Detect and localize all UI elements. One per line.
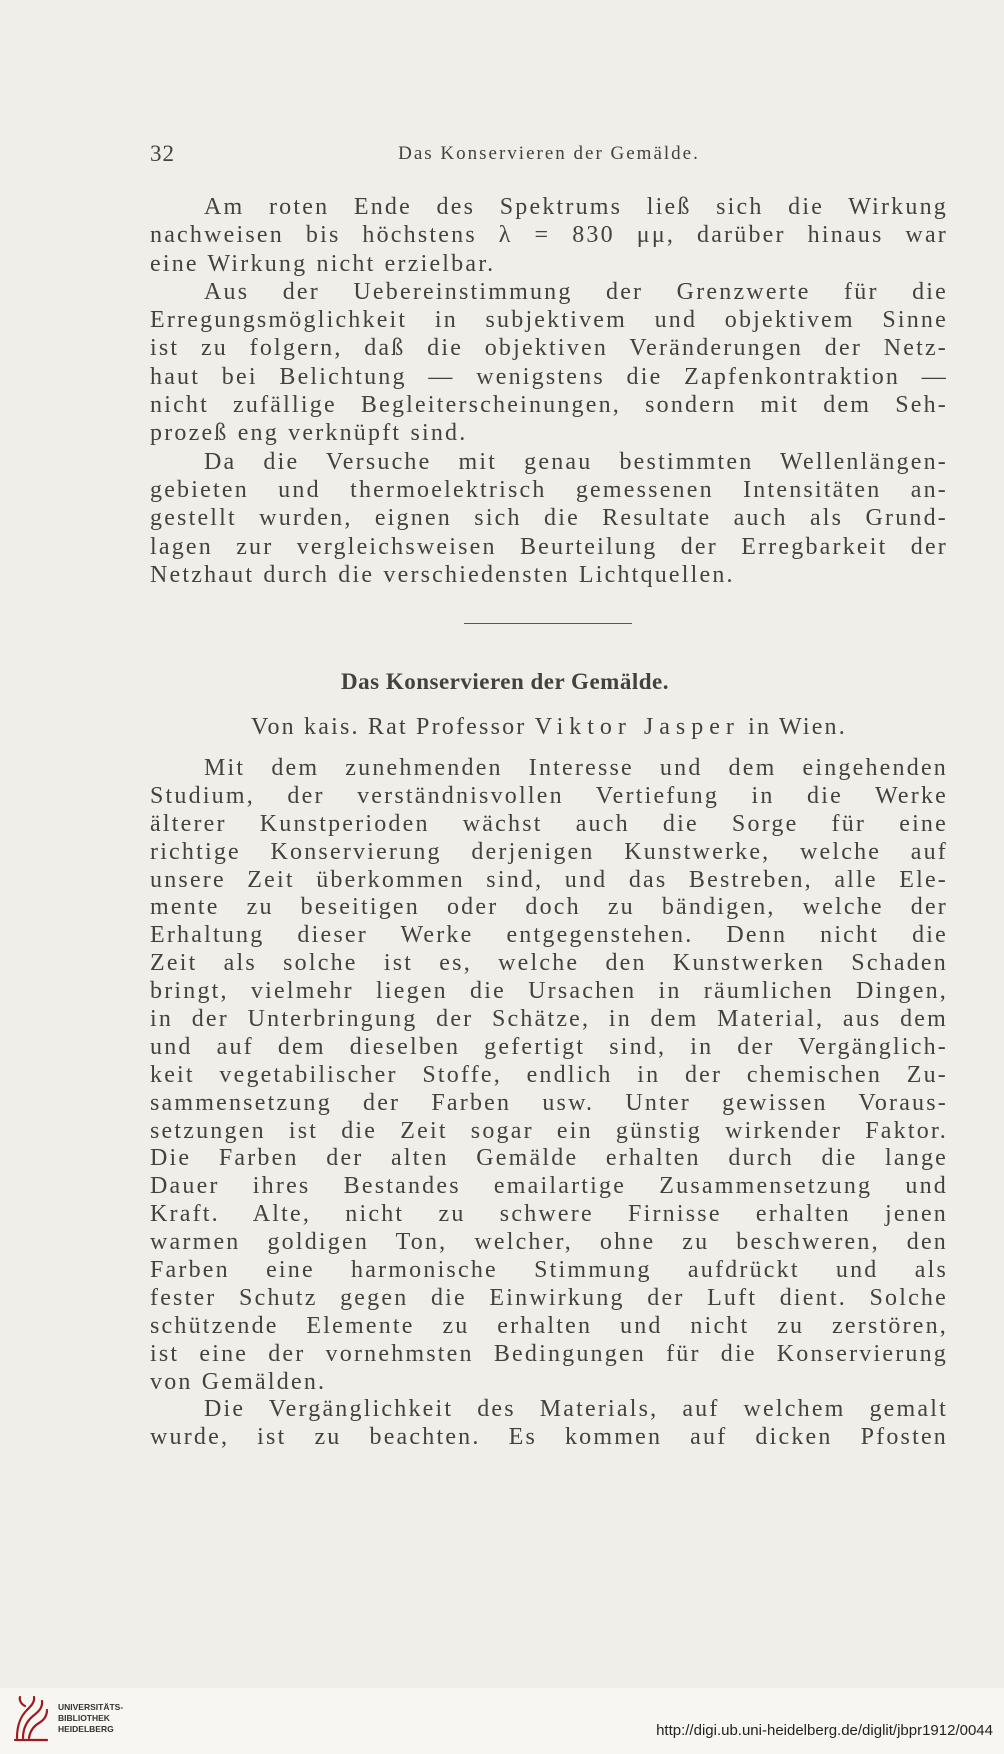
text-line: Erhaltung dieser Werke entgegenstehen. Denn nicht die xyxy=(150,922,948,949)
text-line: schützende Elemente zu erhalten und nicht zu zerstören, xyxy=(150,1312,948,1339)
text-line: Kraft. Alte, nicht zu schwere Firnisse erhalten jenen xyxy=(150,1201,948,1228)
source-url: http://digi.ub.uni-heidelberg.de/diglit/jbpr1912/0044 xyxy=(656,1722,993,1739)
section-divider xyxy=(464,623,632,624)
page-number: 32 xyxy=(150,141,175,166)
paragraph xyxy=(150,1396,948,1452)
text-line: setzungen ist die Zeit sogar ein günstig wirkender Faktor. xyxy=(150,1117,948,1144)
library-logo-icon xyxy=(11,1694,51,1744)
text-line: Netzhaut durch die verschiedensten Lichtquellen. xyxy=(150,561,735,588)
text-line: Die Farben der alten Gemälde erhalten durch die lange xyxy=(150,1145,948,1172)
byline-prefix: Von kais. Rat Professor xyxy=(251,714,527,740)
text-line: fester Schutz gegen die Einwirkung der Luft dient. Solche xyxy=(150,1284,948,1311)
text-line: ist eine der vornehmsten Bedingungen für die Konservierung xyxy=(150,1340,948,1367)
text-line: Erregungsmöglichkeit in subjektivem und objektivem Sinne xyxy=(150,307,948,334)
footer xyxy=(0,1688,1004,1754)
running-head xyxy=(150,140,948,168)
text-line: eine Wirkung nicht erzielbar. xyxy=(150,250,496,277)
library-logo-text xyxy=(58,1702,123,1735)
text-line: keit vegetabilischer Stoffe, endlich in der chemischen Zu- xyxy=(150,1061,948,1088)
text-line: haut bei Belichtung — wenigstens die Zapfenkontraktion — xyxy=(150,363,948,390)
text-line: unsere Zeit überkommen sind, und das Bestreben, alle Ele- xyxy=(150,866,948,893)
text-line: Zeit als solche ist es, welche den Kunstwerken Schaden xyxy=(150,950,948,977)
text-line: Aus der Uebereinstimmung der Grenzwerte für die xyxy=(204,278,948,305)
text-line: in der Unterbringung der Schätze, in dem Material, aus dem xyxy=(150,1006,948,1033)
logo-text-line: UNIVERSITÄTS- xyxy=(58,1702,124,1712)
article-byline xyxy=(150,713,948,741)
byline-author: Viktor Jasper xyxy=(534,714,740,740)
text-line: gestellt wurden, eignen sich die Resultate auch als Grund- xyxy=(150,505,948,532)
running-title: Das Konservieren der Gemälde. xyxy=(398,143,700,164)
paragraph xyxy=(150,755,948,1396)
text-line: ist zu folgern, daß die objektiven Veränderungen der Netz- xyxy=(150,335,948,362)
text-line: Dauer ihres Bestandes emailartige Zusammensetzung und xyxy=(150,1173,948,1200)
text-line: wurde, ist zu beachten. Es kommen auf dicken Pfosten xyxy=(150,1424,948,1451)
text-line: und auf dem dieselben gefertigt sind, in der Vergänglich- xyxy=(150,1033,948,1060)
text-line: Die Vergänglichkeit des Materials, auf welchem gemalt xyxy=(204,1396,948,1423)
paragraph xyxy=(150,448,948,589)
logo-text-line: HEIDELBERG xyxy=(58,1724,114,1734)
text-line: von Gemälden. xyxy=(150,1368,327,1395)
text-line: bringt, vielmehr liegen die Ursachen in räumlichen Dingen, xyxy=(150,978,948,1005)
byline-suffix: in Wien. xyxy=(748,714,847,740)
continued-text xyxy=(150,193,948,589)
paragraph xyxy=(150,278,948,448)
text-line: mente zu beseitigen oder doch zu bändigen, welche der xyxy=(150,894,948,921)
text-line: gebieten und thermoelektrisch gemessenen Intensitäten an- xyxy=(150,476,948,503)
text-line: Farben eine harmonische Stimmung aufdrückt und als xyxy=(150,1257,948,1284)
logo-text-line: BIBLIOTHEK xyxy=(58,1713,110,1723)
text-line: Am roten Ende des Spektrums ließ sich die Wirkung xyxy=(204,194,948,220)
text-line: Mit dem zunehmenden Interesse und dem eingehenden xyxy=(204,755,948,781)
text-line: Studium, der verständnisvollen Vertiefung in die Werke xyxy=(150,782,948,809)
text-line: warmen goldigen Ton, welcher, ohne zu beschweren, den xyxy=(150,1229,948,1256)
text-line: nachweisen bis höchstens λ = 830 μμ, darüber hinaus war xyxy=(150,222,948,249)
text-line: sammensetzung der Farben usw. Unter gewissen Voraus- xyxy=(150,1089,948,1116)
text-line: Da die Versuche mit genau bestimmten Wellenlängen- xyxy=(204,448,948,475)
text-line: nicht zufällige Begleiterscheinungen, sondern mit dem Seh- xyxy=(150,392,948,419)
paragraph xyxy=(150,193,948,278)
article-body xyxy=(150,755,948,1452)
text-line: richtige Konservierung derjenigen Kunstwerke, welche auf xyxy=(150,838,948,865)
library-logo xyxy=(11,1694,136,1746)
text-line: lagen zur vergleichsweisen Beurteilung der Erregbarkeit der xyxy=(150,533,948,560)
text-line: älterer Kunstperioden wächst auch die Sorge für eine xyxy=(150,810,948,837)
article-title: Das Konservieren der Gemälde. xyxy=(341,669,669,694)
text-line: prozeß eng verknüpft sind. xyxy=(150,420,468,447)
